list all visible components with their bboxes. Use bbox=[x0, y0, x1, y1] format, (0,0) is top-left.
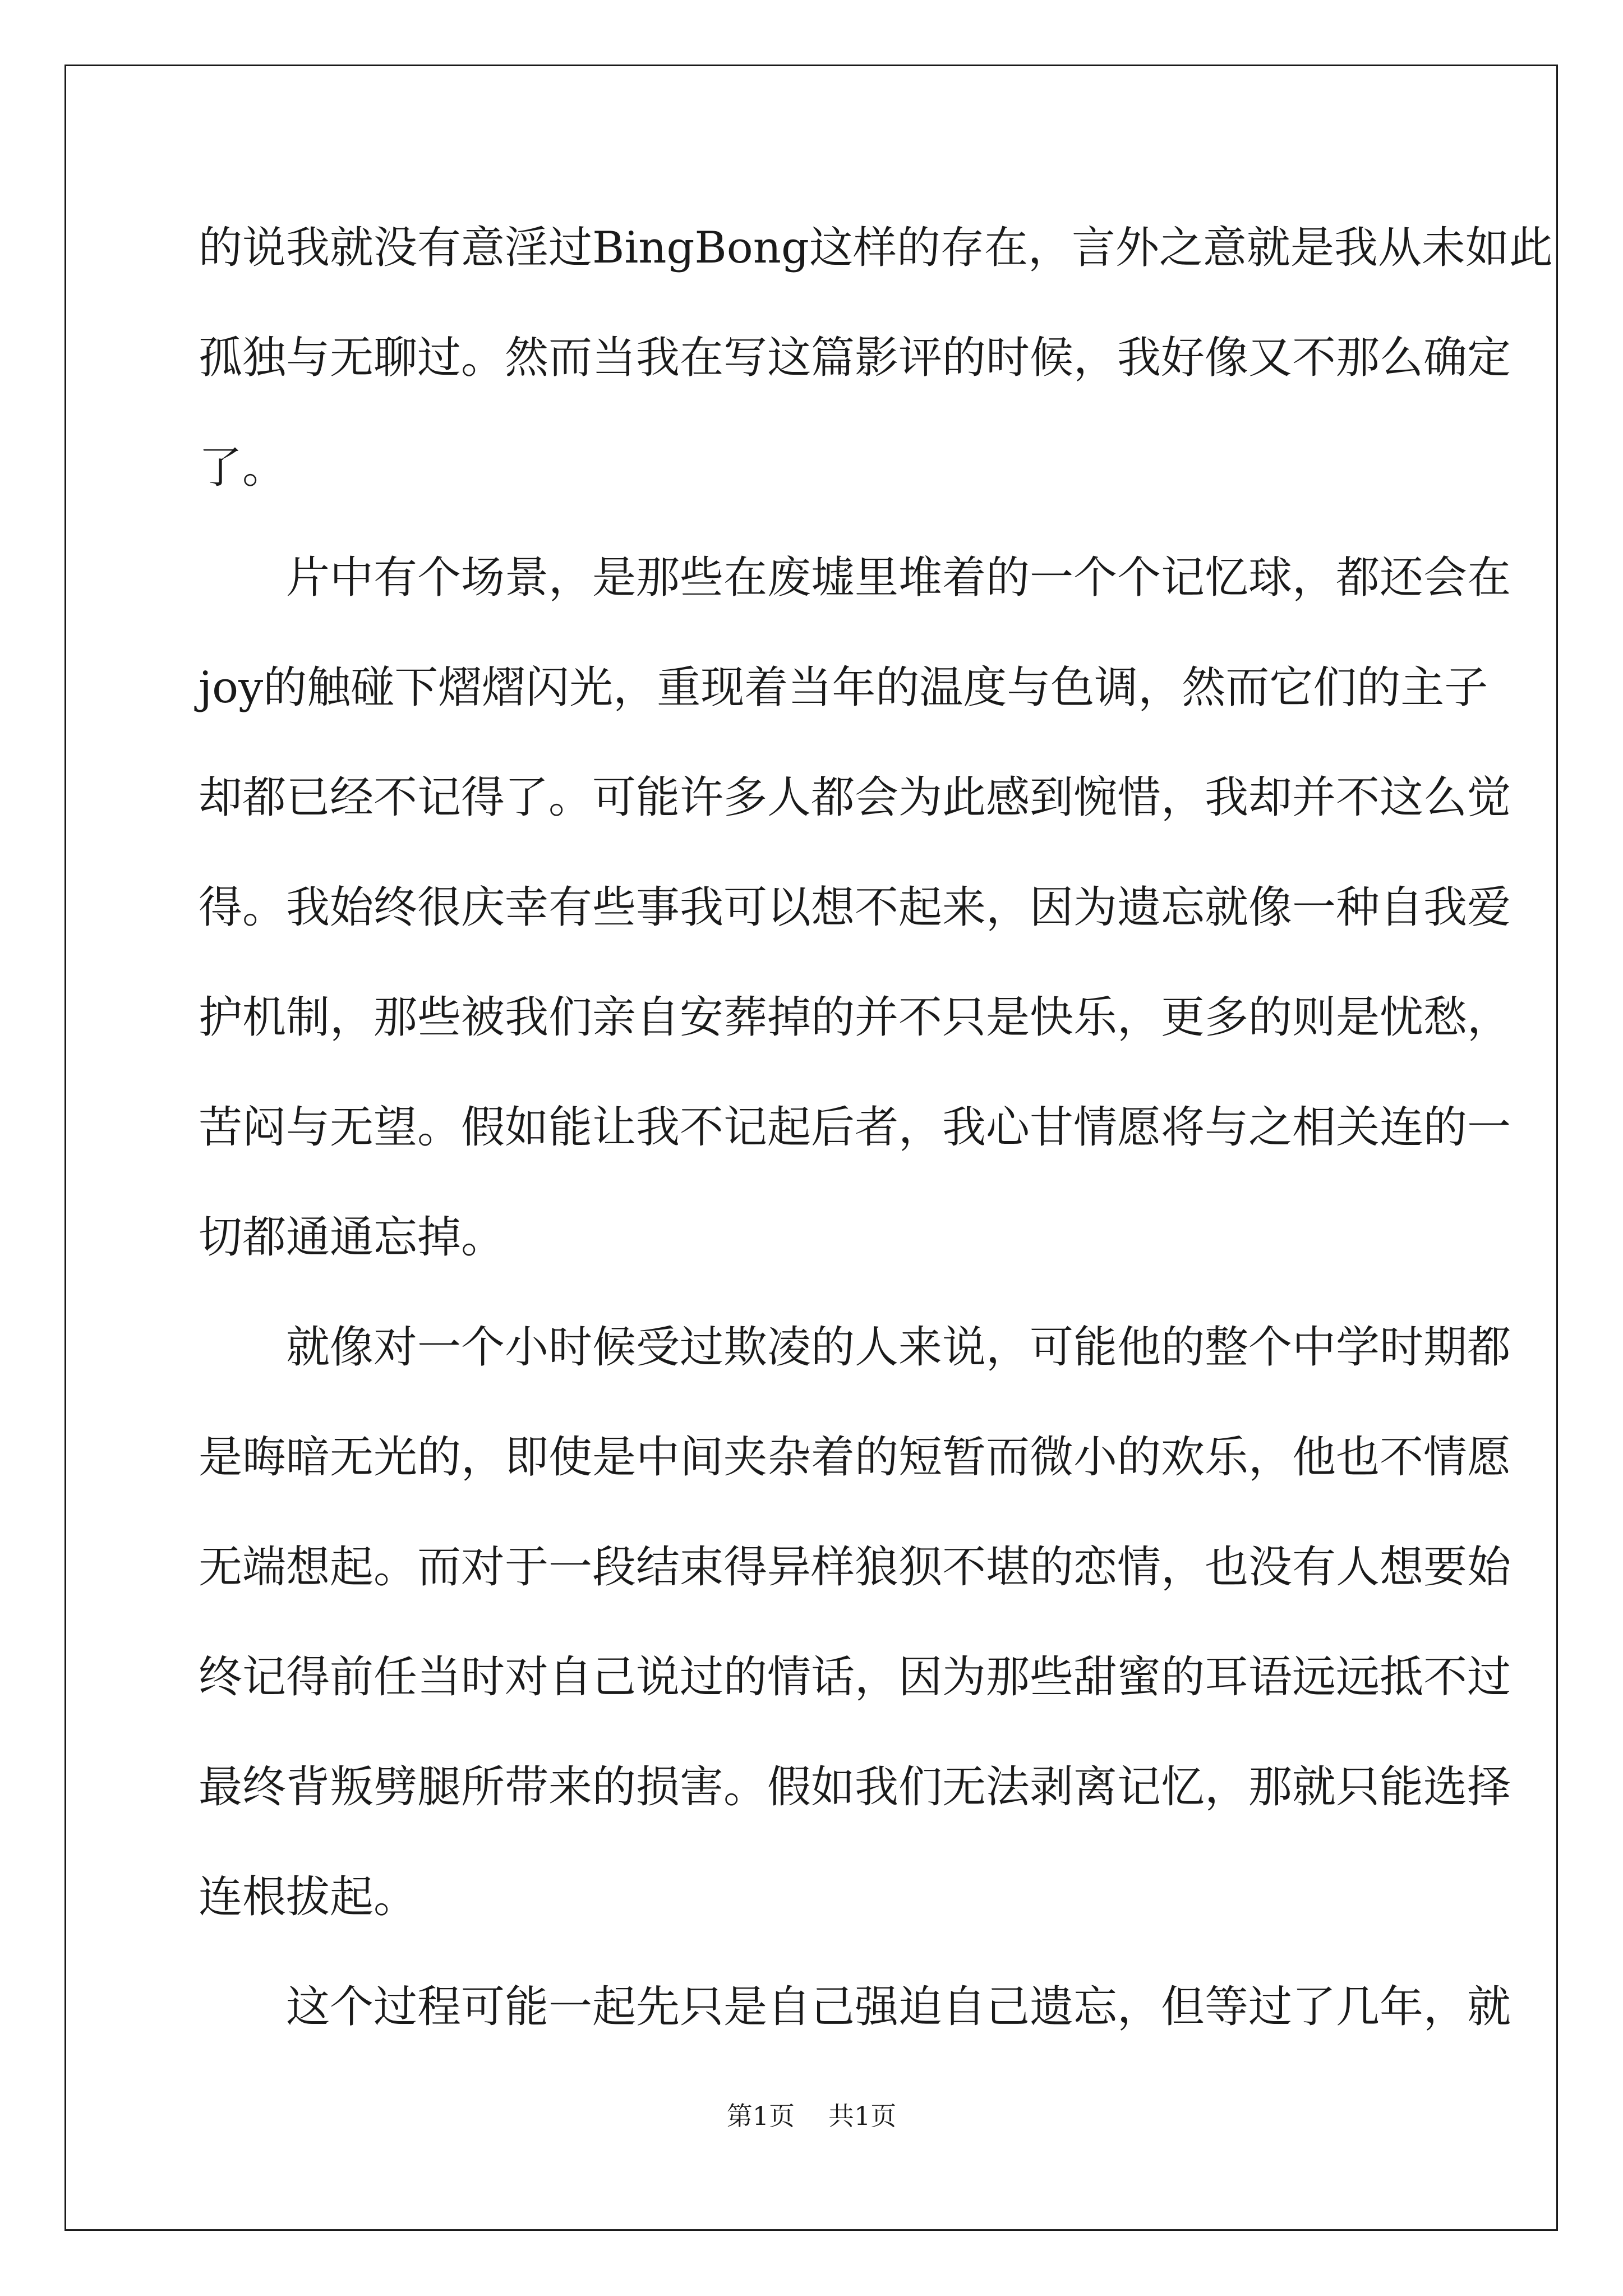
text-line: 了。 bbox=[199, 443, 287, 493]
text-line: 终记得前任当时对自己说过的情话，因为那些甜蜜的耳语远远抵不过 bbox=[199, 1652, 1511, 1703]
text-line: 连根拔起。 bbox=[199, 1872, 418, 1922]
text-line: 无端想起。而对于一段结束得异样狼狈不堪的恋情，也没有人想要始 bbox=[199, 1542, 1511, 1593]
text-line: 得。我始终很庆幸有些事我可以想不起来，因为遗忘就像一种自我爱 bbox=[199, 882, 1511, 933]
document-body bbox=[199, 208, 1553, 2077]
text-line: 片中有个场景，是那些在废墟里堆着的一个个记忆球，都还会在 bbox=[286, 553, 1511, 603]
text-line: 切都通通忘掉。 bbox=[199, 1212, 505, 1263]
text-line: 孤独与无聊过。然而当我在写这篇影评的时候，我好像又不那么确定 bbox=[199, 333, 1511, 383]
page-footer bbox=[0, 2096, 1623, 2133]
text-line: 是晦暗无光的，即使是中间夹杂着的短暂而微小的欢乐，他也不情愿 bbox=[199, 1432, 1511, 1483]
text-line: 的说我就没有意淫过BingBong这样的存在，言外之意就是我从未如此 bbox=[199, 223, 1553, 273]
text-line: 就像对一个小时候受过欺凌的人来说，可能他的整个中学时期都 bbox=[286, 1322, 1511, 1373]
text-line: joy的触碰下熠熠闪光，重现着当年的温度与色调，然而它们的主子 bbox=[199, 662, 1488, 713]
text-line: 苦闷与无望。假如能让我不记起后者，我心甘情愿将与之相关连的一 bbox=[199, 1102, 1511, 1153]
page-total: 共1页 bbox=[828, 2101, 897, 2131]
text-line: 却都已经不记得了。可能许多人都会为此感到惋惜，我却并不这么觉 bbox=[199, 772, 1511, 823]
text-line: 这个过程可能一起先只是自己强迫自己遗忘，但等过了几年，就 bbox=[286, 1982, 1511, 2032]
text-line: 最终背叛劈腿所带来的损害。假如我们无法剥离记忆，那就只能选择 bbox=[199, 1762, 1511, 1812]
text-line: 护机制，那些被我们亲自安葬掉的并不只是快乐，更多的则是忧愁， bbox=[199, 992, 1511, 1043]
page-number: 第1页 bbox=[726, 2101, 795, 2131]
